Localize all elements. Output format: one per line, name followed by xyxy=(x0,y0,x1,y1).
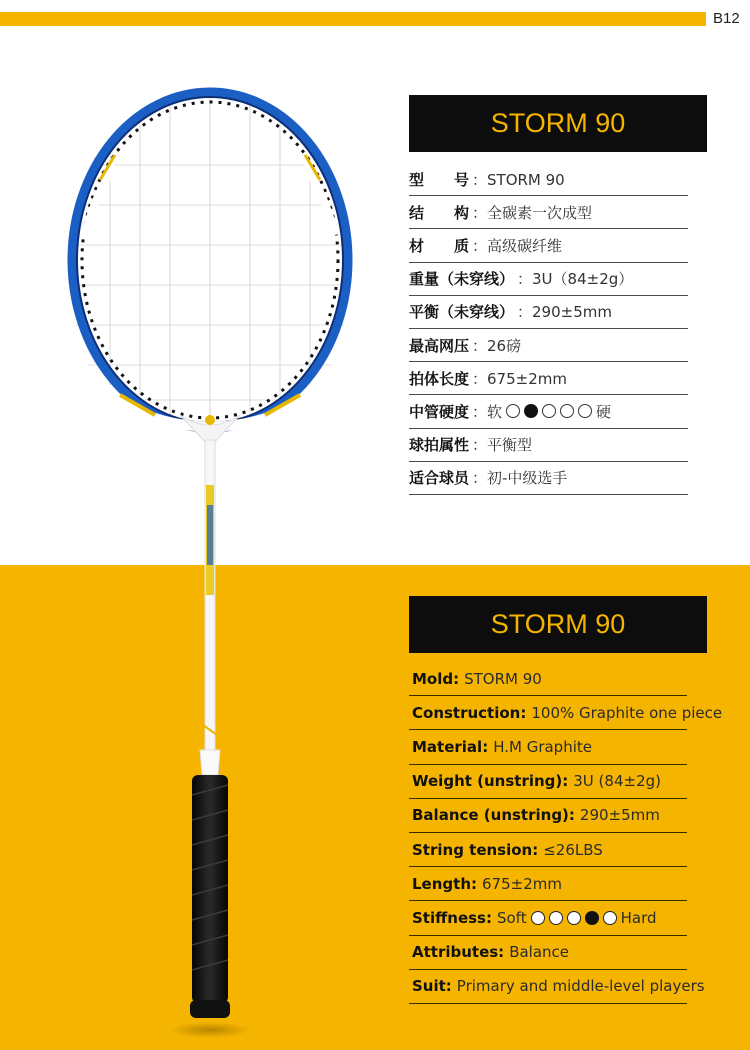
spec-label: 结 构 xyxy=(409,203,470,222)
spec-label: String tension: xyxy=(412,840,539,859)
spec-row xyxy=(409,696,723,730)
spec-title-cn: STORM 90 xyxy=(409,95,707,152)
spec-label: Suit: xyxy=(412,977,452,996)
stiffness-hard-label: Hard xyxy=(620,908,657,927)
spec-label: 最高网压 xyxy=(409,336,470,355)
spec-row xyxy=(409,329,688,362)
spec-label: Attributes: xyxy=(412,943,505,962)
spec-label: 平衡（未穿线） xyxy=(409,303,515,322)
spec-label: Weight (unstring): xyxy=(412,772,569,791)
spec-row xyxy=(409,462,688,495)
spec-value: H.M Graphite xyxy=(493,737,592,756)
spec-label: 适合球员 xyxy=(409,469,470,488)
spec-row xyxy=(409,362,688,395)
stiffness-dot-empty xyxy=(578,404,592,418)
spec-label: Length: xyxy=(412,874,477,893)
spec-label: Construction: xyxy=(412,703,527,722)
spec-row xyxy=(409,833,687,867)
spec-label: Stiffness: xyxy=(412,908,492,927)
stiffness-scale xyxy=(506,404,592,418)
spec-row xyxy=(409,429,688,462)
spec-value: ：平衡型 xyxy=(472,436,533,455)
stiffness-dot-empty xyxy=(603,911,617,925)
spec-row xyxy=(409,196,688,229)
spec-value: ：290±5mm xyxy=(517,303,612,322)
spec-value: 3U (84±2g) xyxy=(573,772,661,791)
stiffness-dot-empty xyxy=(560,404,574,418)
stiffness-dot-filled xyxy=(585,911,599,925)
spec-row xyxy=(409,730,687,764)
spec-value: ：软 xyxy=(472,402,503,421)
spec-value: ：全碳素一次成型 xyxy=(472,203,593,222)
badminton-racket-image xyxy=(60,85,360,1050)
page-code: B12 xyxy=(713,10,740,27)
spec-value: ：STORM 90 xyxy=(472,170,565,189)
spec-value: ：3U（84±2g） xyxy=(517,270,634,289)
spec-label: 中管硬度 xyxy=(409,402,470,421)
spec-row xyxy=(409,163,688,196)
spec-row xyxy=(409,296,688,329)
top-accent-bar xyxy=(0,12,706,26)
stiffness-dot-empty xyxy=(549,911,563,925)
spec-label: 重量（未穿线） xyxy=(409,270,515,289)
spec-row xyxy=(409,662,687,696)
spec-value: ：675±2mm xyxy=(472,369,567,388)
spec-label: 球拍属性 xyxy=(409,436,470,455)
spec-label: 材 质 xyxy=(409,236,470,255)
stiffness-dot-empty xyxy=(506,404,520,418)
spec-row xyxy=(409,901,687,935)
stiffness-dot-filled xyxy=(524,404,538,418)
spec-list-en xyxy=(409,662,723,1004)
spec-row xyxy=(409,263,688,296)
spec-value: Primary and middle-level players xyxy=(456,977,705,996)
spec-row xyxy=(409,395,688,428)
spec-value: ：26磅 xyxy=(472,336,522,355)
spec-value: ：初-中级选手 xyxy=(472,469,568,488)
spec-value: Balance xyxy=(509,943,570,962)
spec-row xyxy=(409,229,688,262)
spec-row xyxy=(409,936,687,970)
spec-label: 型 号 xyxy=(409,170,470,189)
spec-value: 290±5mm xyxy=(579,806,660,825)
spec-row xyxy=(409,970,705,1004)
spec-value: Soft xyxy=(496,908,527,927)
spec-value: STORM 90 xyxy=(464,669,542,688)
spec-label: Mold: xyxy=(412,669,460,688)
spec-value: 675±2mm xyxy=(482,874,562,893)
stiffness-dot-empty xyxy=(542,404,556,418)
spec-title-en: STORM 90 xyxy=(409,596,707,653)
spec-value: ：高级碳纤维 xyxy=(472,236,563,255)
stiffness-dot-empty xyxy=(567,911,581,925)
spec-list-cn xyxy=(409,163,688,495)
stiffness-dot-empty xyxy=(531,911,545,925)
spec-value: 100% Graphite one piece xyxy=(531,703,723,722)
stiffness-scale xyxy=(531,911,617,925)
spec-label: Material: xyxy=(412,737,489,756)
spec-label: Balance (unstring): xyxy=(412,806,575,825)
stiffness-hard-label: 硬 xyxy=(596,402,612,421)
spec-row xyxy=(409,765,687,799)
spec-row xyxy=(409,867,687,901)
spec-label: 拍体长度 xyxy=(409,369,470,388)
spec-row xyxy=(409,799,687,833)
spec-value: ≤26LBS xyxy=(543,840,603,859)
